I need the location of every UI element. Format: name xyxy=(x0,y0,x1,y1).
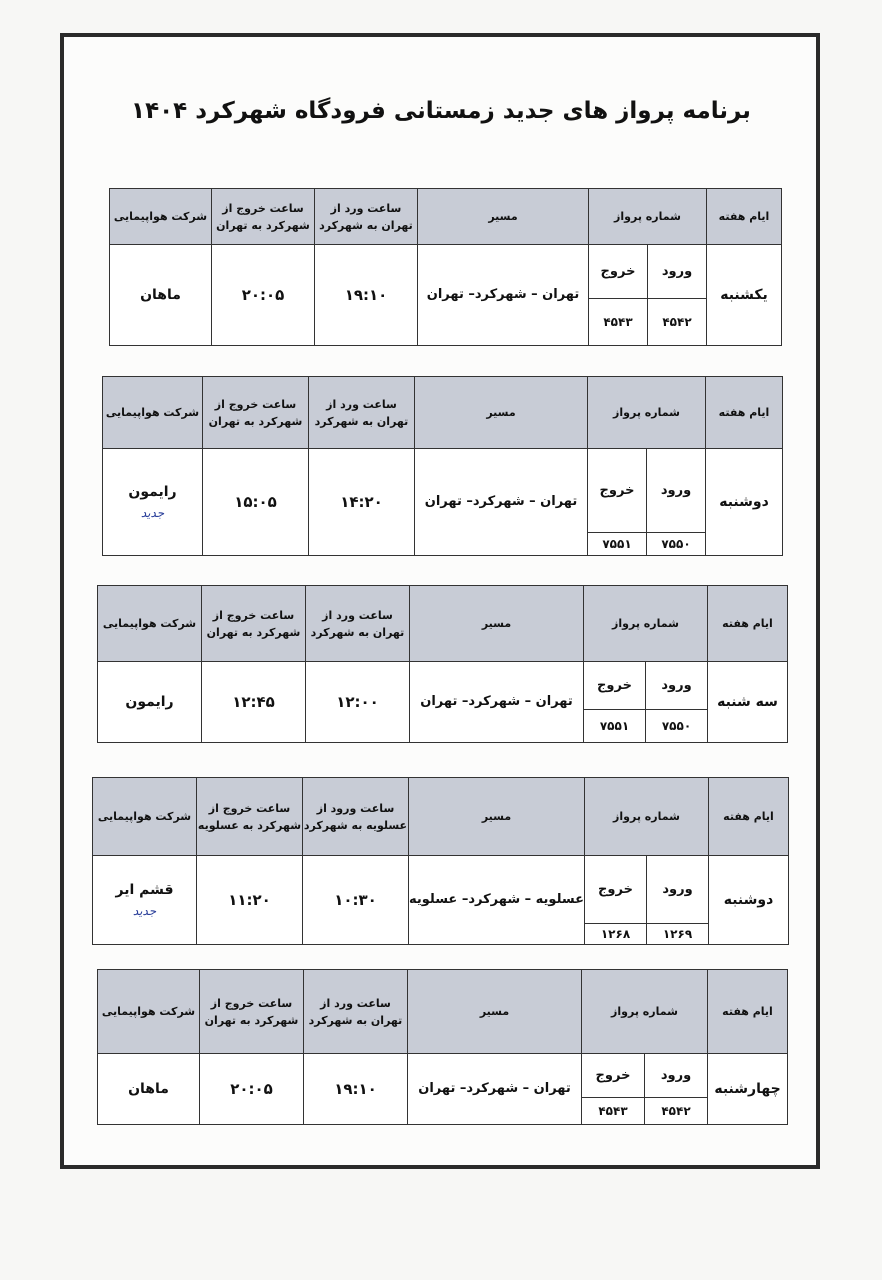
header-day: ایام هفته xyxy=(708,970,788,1054)
flight-table-tuesday xyxy=(97,585,788,743)
departure-time-cell: ۱۱:۲۰ xyxy=(197,856,303,945)
flight-table-sunday xyxy=(109,188,782,346)
airline-cell: رایمون xyxy=(98,662,202,743)
flight-number-cell xyxy=(585,856,709,945)
header-day: ایام هفته xyxy=(708,586,788,662)
arrival-time-cell: ۱۹:۱۰ xyxy=(304,1054,408,1125)
airline-cell xyxy=(93,856,197,945)
header-arrival-time: ساعت ورد از تهران به شهرکرد xyxy=(306,586,410,662)
departure-time-cell: ۱۵:۰۵ xyxy=(203,449,309,556)
arrival-label: ورود xyxy=(660,483,692,498)
header-route: مسیر xyxy=(408,970,582,1054)
header-arrival-time: ساعت ورد از تهران به شهرکرد xyxy=(304,970,408,1054)
flight-number-cell xyxy=(584,662,708,743)
departure-time-cell: ۲۰:۰۵ xyxy=(212,245,315,346)
new-handwritten-note: جدید xyxy=(140,506,165,520)
day-cell: یکشنبه xyxy=(707,245,782,346)
day-cell: دوشنبه xyxy=(709,856,789,945)
flight-table-asaluyeh xyxy=(92,777,789,945)
route-cell: تهران – شهرکرد– تهران xyxy=(408,1054,582,1125)
route-cell: تهران – شهرکرد– تهران xyxy=(410,662,584,743)
day-cell: سه شنبه xyxy=(708,662,788,743)
route-cell: عسلویه – شهرکرد– عسلویه xyxy=(409,856,585,945)
header-departure-time: ساعت خروج از شهرکرد به تهران xyxy=(212,189,315,245)
route-cell: تهران – شهرکرد– تهران xyxy=(415,449,588,556)
header-departure-time: ساعت خروج از شهرکرد به تهران xyxy=(203,377,309,449)
day-cell: چهارشنبه xyxy=(708,1054,788,1125)
arrival-label: ورود xyxy=(660,1068,692,1083)
header-airline: شرکت هواپیمایی xyxy=(98,970,200,1054)
arrival-flight-number: ۷۵۵۰ xyxy=(661,537,691,551)
arrival-time-cell: ۱۲:۰۰ xyxy=(306,662,410,743)
flight-number-cell xyxy=(588,449,706,556)
header-flight-number: شماره پرواز xyxy=(584,586,708,662)
flight-table-wednesday xyxy=(97,969,788,1125)
page-title: برنامه پرواز های جدید زمستانی فرودگاه شهرکرد ۱۴۰۴ xyxy=(131,98,751,124)
airline-cell: ماهان xyxy=(98,1054,200,1125)
header-departure-time: ساعت خروج از شهرکرد به عسلویه xyxy=(197,778,303,856)
route-cell: تهران – شهرکرد– تهران xyxy=(418,245,589,346)
header-day: ایام هفته xyxy=(707,189,782,245)
departure-flight-number: ۴۵۴۳ xyxy=(589,299,648,345)
header-route: مسیر xyxy=(410,586,584,662)
departure-flight-number: ۷۵۵۱ xyxy=(588,533,647,555)
arrival-time-cell: ۱۹:۱۰ xyxy=(315,245,418,346)
departure-label: خروج xyxy=(589,245,648,298)
departure-label: خروج xyxy=(582,1054,645,1097)
arrival-flight-number: ۱۲۶۹ xyxy=(662,927,693,941)
header-airline: شرکت هواپیمایی xyxy=(98,586,202,662)
header-route: مسیر xyxy=(415,377,588,449)
arrival-flight-number: ۴۵۴۲ xyxy=(662,315,692,329)
header-day: ایام هفته xyxy=(709,778,789,856)
header-departure-time: ساعت خروج از شهرکرد به تهران xyxy=(202,586,306,662)
airline-name: رایمون xyxy=(128,484,177,500)
header-route: مسیر xyxy=(409,778,585,856)
airline-cell xyxy=(103,449,203,556)
departure-flight-number: ۴۵۴۳ xyxy=(582,1098,645,1124)
departure-label: خروج xyxy=(584,662,646,709)
airline-name: قشم ایر xyxy=(115,882,174,898)
header-arrival-time: ساعت ورود از عسلویه به شهرکرد xyxy=(303,778,409,856)
arrival-time-cell: ۱۰:۳۰ xyxy=(303,856,409,945)
header-airline: شرکت هواپیمایی xyxy=(110,189,212,245)
header-flight-number: شماره پرواز xyxy=(582,970,708,1054)
new-handwritten-note: جدید xyxy=(132,904,157,918)
departure-time-cell: ۲۰:۰۵ xyxy=(200,1054,304,1125)
arrival-flight-number: ۴۵۴۲ xyxy=(661,1104,691,1118)
header-flight-number: شماره پرواز xyxy=(588,377,706,449)
flight-number-cell xyxy=(589,245,707,346)
header-day: ایام هفته xyxy=(706,377,783,449)
departure-label: خروج xyxy=(585,856,647,923)
arrival-flight-number: ۷۵۵۰ xyxy=(661,719,692,733)
day-cell: دوشنبه xyxy=(706,449,783,556)
arrival-time-cell: ۱۴:۲۰ xyxy=(309,449,415,556)
flight-table-monday xyxy=(102,376,783,556)
header-arrival-time: ساعت ورد از تهران به شهرکرد xyxy=(315,189,418,245)
header-arrival-time: ساعت ورد از تهران به شهرکرد xyxy=(309,377,415,449)
airline-cell: ماهان xyxy=(110,245,212,346)
departure-flight-number: ۷۵۵۱ xyxy=(584,710,646,742)
arrival-label: ورود xyxy=(661,264,693,279)
departure-time-cell: ۱۲:۴۵ xyxy=(202,662,306,743)
header-flight-number: شماره پرواز xyxy=(585,778,709,856)
departure-flight-number: ۱۲۶۸ xyxy=(585,924,647,944)
header-departure-time: ساعت خروج از شهرکرد به تهران xyxy=(200,970,304,1054)
arrival-label: ورود xyxy=(661,678,692,693)
flight-number-cell xyxy=(582,1054,708,1125)
departure-label: خروج xyxy=(588,449,647,532)
header-route: مسیر xyxy=(418,189,589,245)
header-airline: شرکت هواپیمایی xyxy=(93,778,197,856)
arrival-label: ورود xyxy=(662,882,693,897)
header-airline: شرکت هواپیمایی xyxy=(103,377,203,449)
header-flight-number: شماره پرواز xyxy=(589,189,707,245)
